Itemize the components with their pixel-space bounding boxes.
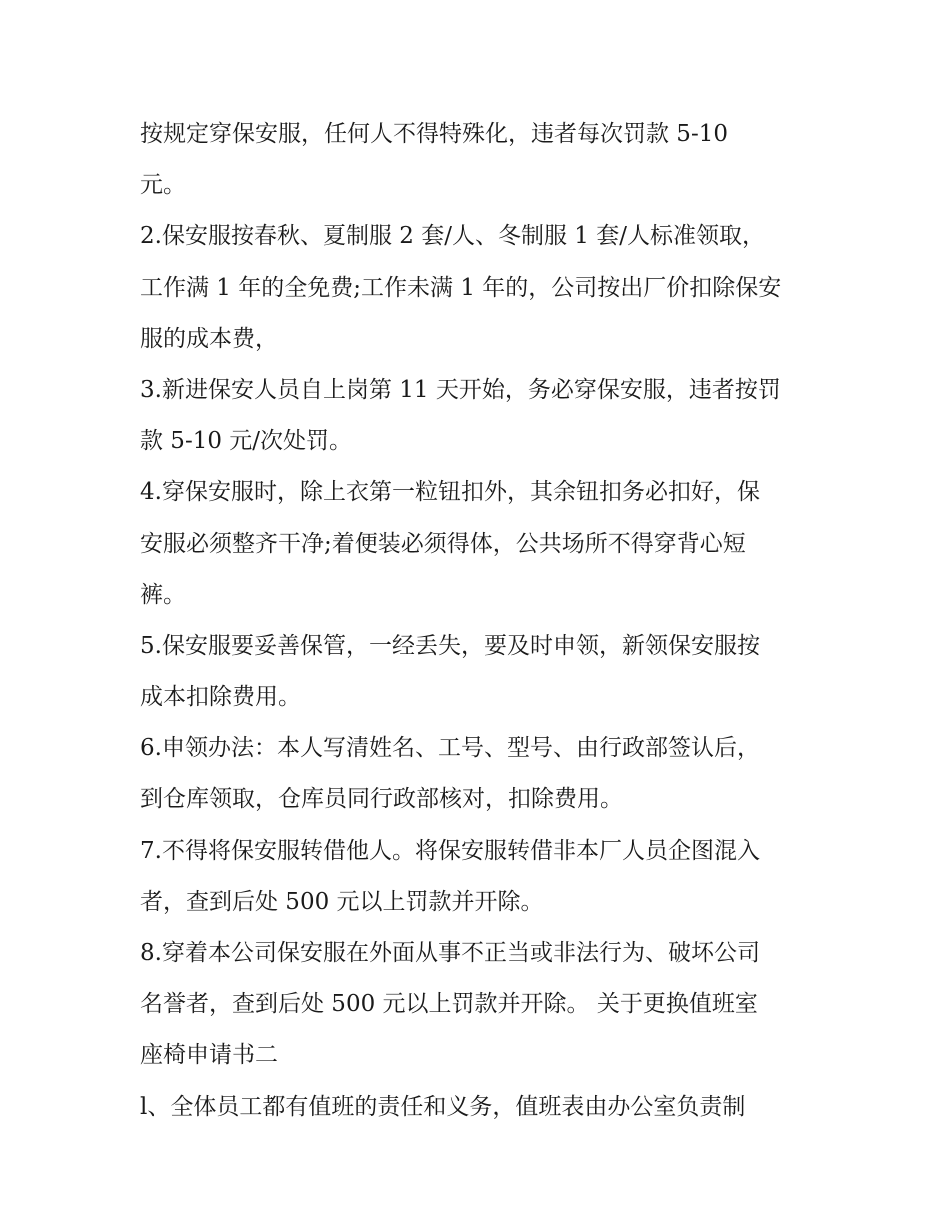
text-line: 按规定穿保安服，任何人不得特殊化，违者每次罚款 5-10 [140,121,728,147]
text-line: 成本扣除费用。 [140,684,301,711]
text-line: 者，查到后处 500 元以上罚款并开除。 [140,888,544,915]
text-line: 款 5-10 元/次处罚。 [140,428,353,455]
text-line: 裤。 [140,581,186,608]
text-line: 8.穿着本公司保安服在外面从事不正当或非法行为、破坏公司 [140,940,760,966]
text-line: 7.不得将保安服转借他人。将保安服转借非本厂人员企图混入 [140,837,760,864]
text-line: 座椅申请书二 [140,1042,278,1069]
text-line: l、全体员工都有值班的责任和义务，值班表由办公室负责制 [140,1093,746,1120]
text-line: 安服必须整齐干净;着便装必须得体，公共场所不得穿背心短 [140,530,746,557]
text-line: 到仓库领取，仓库员同行政部核对，扣除费用。 [140,786,623,813]
text-line: 3.新进保安人员自上岗第 11 天开始，务必穿保安服，违者按罚 [140,376,781,403]
text-line: 工作满 1 年的全免费;工作未满 1 年的，公司按出厂价扣除保安 [140,274,782,301]
text-line: 服的成本费， [140,325,278,352]
text-line: 2.保安服按春秋、夏制服 2 套/人、冬制服 1 套/人标准领取， [140,223,765,250]
document-body [140,109,820,1133]
text-line: 5.保安服要妥善保管，一经丢失，要及时申领，新领保安服按 [140,632,760,659]
text-line: 6.申领办法：本人写清姓名、工号、型号、由行政部签认后， [140,735,760,762]
text-line: 名誉者，查到后处 500 元以上罚款并开除。 关于更换值班室 [140,991,758,1018]
text-line: 4.穿保安服时，除上衣第一粒钮扣外，其余钮扣务必扣好，保 [140,479,760,506]
text-line: 元。 [140,172,186,199]
